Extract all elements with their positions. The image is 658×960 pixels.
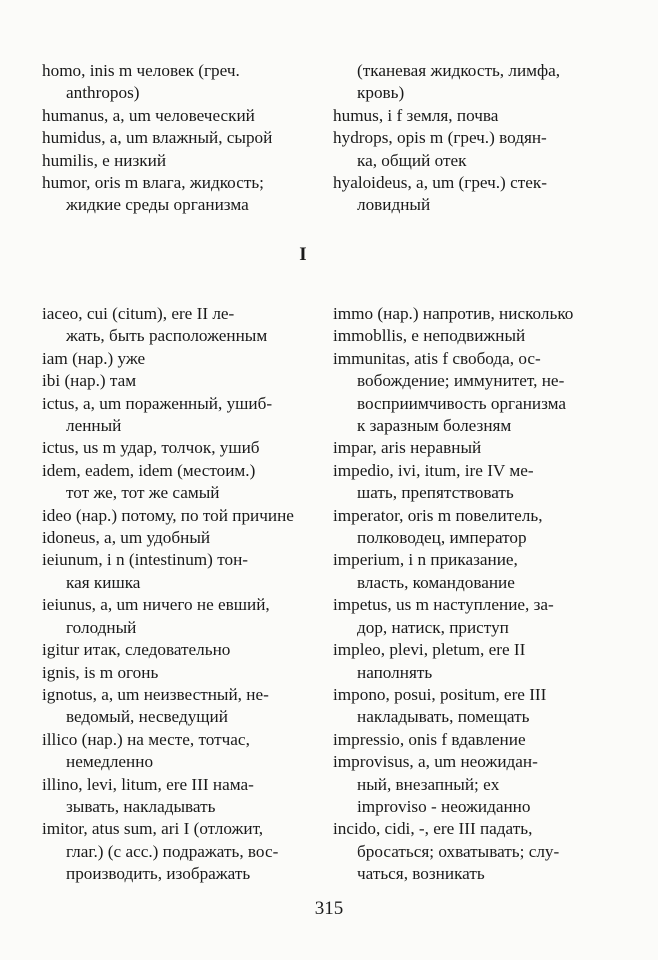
dictionary-entry — [42, 437, 304, 459]
dictionary-entry — [333, 594, 595, 639]
entry-continuation: ка, общий отек — [357, 150, 467, 170]
entry-headline: impar, aris неравный — [333, 438, 482, 458]
entry-headline: hyaloideus, a, um (греч.) стек- — [333, 173, 547, 193]
entry-headline: humidus, a, um влажный, сырой — [42, 128, 273, 148]
entry-continuation: бросаться; охватывать; слу- — [357, 841, 560, 861]
entry-headline: incido, cidi, -, ere III падать, — [333, 819, 533, 839]
entry-continuation: власть, командование — [357, 572, 515, 592]
dictionary-entry — [333, 639, 595, 684]
dictionary-entry — [42, 303, 304, 348]
entry-continuation: anthropos) — [66, 83, 140, 103]
entry-headline: humor, oris m влага, жидкость; — [42, 173, 264, 193]
entry-continuation: ловидный — [357, 195, 431, 215]
entry-continuation: голодный — [66, 617, 137, 637]
entry-continuation: чаться, возникать — [357, 864, 485, 884]
entry-headline: iaceo, cui (citum), ere II ле- — [42, 304, 235, 323]
entry-headline: ictus, us m удар, толчок, ушиб — [42, 438, 260, 458]
right-top-list — [333, 60, 595, 217]
entry-continuation: производить, изображать — [66, 864, 251, 884]
entry-headline: impedio, ivi, itum, ire IV ме- — [333, 460, 534, 480]
entry-continuation: кровь) — [357, 83, 405, 103]
dictionary-entry — [333, 437, 595, 459]
entry-headline: ieiunum, i n (intestinum) тон- — [42, 550, 248, 570]
entry-continuation: наполнять — [357, 662, 433, 682]
entry-headline: idoneus, a, um удобный — [42, 528, 211, 548]
dictionary-entry — [42, 127, 304, 149]
dictionary-entry — [42, 348, 304, 370]
entry-continuation: зывать, накладывать — [66, 796, 216, 816]
entry-continuation: к заразным болезням — [357, 416, 512, 436]
dictionary-entry — [42, 105, 304, 127]
dictionary-entry — [42, 549, 304, 594]
dictionary-entry — [42, 774, 304, 819]
entry-headline: immobllis, e неподвижный — [333, 326, 526, 346]
entry-headline: illico (нар.) на месте, тотчас, — [42, 729, 250, 749]
dictionary-entry — [333, 460, 595, 505]
dictionary-entry — [333, 172, 595, 217]
dictionary-entry — [42, 684, 304, 729]
dictionary-entry — [333, 303, 595, 325]
entry-headline: impono, posui, positum, ere III — [333, 684, 547, 704]
entry-continuation: improviso - неожиданно — [357, 796, 531, 816]
dictionary-entry — [42, 505, 304, 527]
section-letter: I — [299, 244, 307, 265]
dictionary-entry — [333, 348, 595, 438]
dictionary-entry — [42, 662, 304, 684]
entry-continuation: немедленно — [66, 752, 154, 772]
entry-headline: imperator, oris m повелитель, — [333, 505, 543, 525]
dictionary-entry — [333, 127, 595, 172]
left-top-list — [42, 60, 304, 217]
entry-continuation: ленный — [66, 416, 122, 436]
dictionary-entry — [42, 818, 304, 885]
dictionary-entry — [333, 549, 595, 594]
entry-headline: imitor, atus sum, ari I (отложит, — [42, 819, 264, 839]
dictionary-entry — [333, 505, 595, 550]
entry-continuation: кая кишка — [66, 572, 141, 592]
dictionary-entry — [42, 60, 304, 105]
entry-continuation: накладывать, помещать — [357, 707, 530, 727]
entry-continuation: жидкие среды организма — [66, 195, 249, 215]
entry-headline: homo, inis m человек (греч. — [42, 61, 240, 80]
entry-headline: immunitas, atis f свобода, ос- — [333, 348, 541, 368]
entry-headline: illino, levi, litum, ere III нама- — [42, 774, 254, 794]
entry-headline: impressio, onis f вдавление — [333, 729, 526, 749]
page-number: 315 — [314, 898, 344, 919]
entry-continuation: тот же, тот же самый — [66, 483, 220, 503]
entry-headline: improvisus, a, um неожидан- — [333, 752, 538, 772]
entry-headline: humanus, a, um человеческий — [42, 105, 255, 125]
entry-continuation: шать, препятствовать — [357, 483, 514, 503]
entry-continuation: жать, быть расположенным — [66, 326, 268, 346]
entry-headline: imperium, i n приказание, — [333, 550, 518, 570]
dictionary-entry — [333, 325, 595, 347]
entry-continuation: ведомый, несведущий — [66, 707, 228, 727]
entry-headline: igitur итак, следовательно — [42, 640, 231, 660]
entry-headline: hydrops, opis m (греч.) водян- — [333, 128, 547, 148]
entry-continuation: дор, натиск, приступ — [357, 617, 509, 637]
entry-continuation: восприимчивость организма — [357, 393, 567, 413]
entry-headline: idem, eadem, idem (местоим.) — [42, 460, 256, 480]
entry-headline: ignotus, a, um неизвестный, не- — [42, 684, 269, 704]
dictionary-entry — [42, 460, 304, 505]
entry-headline: ieiunus, a, um ничего не евший, — [42, 595, 270, 615]
dictionary-entry — [42, 639, 304, 661]
dictionary-entry — [42, 729, 304, 774]
entry-continuation: полководец, император — [357, 528, 527, 548]
dictionary-entry — [333, 684, 595, 729]
dictionary-entry — [333, 818, 595, 885]
entry-continuation: глаг.) (с acc.) подражать, вос- — [66, 841, 279, 861]
dictionary-entry — [42, 150, 304, 172]
dictionary-entry — [333, 751, 595, 818]
entry-continuation: вобождение; иммунитет, не- — [357, 371, 565, 391]
entry-headline: ictus, a, um пораженный, ушиб- — [42, 393, 273, 413]
entry-headline: humilis, e низкий — [42, 150, 167, 170]
dictionary-entry — [42, 527, 304, 549]
dictionary-entry — [333, 105, 595, 127]
entry-headline: iam (нар.) уже — [42, 348, 146, 368]
right-main-list — [333, 303, 595, 886]
entry-headline: immo (нар.) напротив, нисколько — [333, 304, 574, 323]
entry-headline: impleo, plevi, pletum, ere II — [333, 640, 526, 660]
left-main-list — [42, 303, 304, 886]
entry-continuation: ный, внезапный; ex — [357, 774, 500, 794]
dictionary-entry — [42, 172, 304, 217]
entry-headline: ideo (нар.) потому, по той причине — [42, 505, 294, 525]
entry-headline: humus, i f земля, почва — [333, 105, 499, 125]
entry-headline: (тканевая жидкость, лимфа, — [357, 61, 561, 80]
entry-headline: impetus, us m наступление, за- — [333, 595, 554, 615]
dictionary-entry — [42, 370, 304, 392]
entry-headline: ibi (нар.) там — [42, 371, 137, 391]
dictionary-entry — [42, 594, 304, 639]
dictionary-entry — [333, 60, 595, 105]
dictionary-entry — [333, 729, 595, 751]
dictionary-entry — [42, 393, 304, 438]
entry-headline: ignis, is m огонь — [42, 662, 159, 682]
